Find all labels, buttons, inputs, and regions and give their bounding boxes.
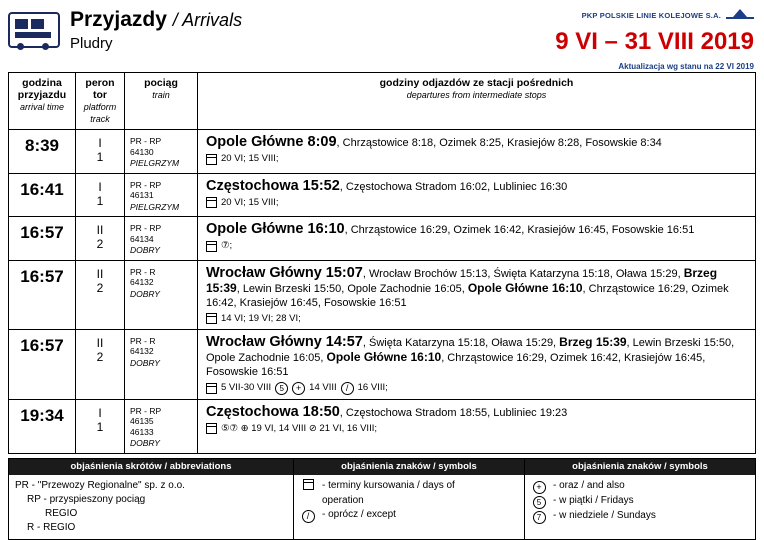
slash-icon: /	[341, 382, 354, 395]
train-number: 64130	[130, 146, 154, 157]
train-info	[125, 260, 198, 329]
track: 2	[96, 349, 104, 364]
legend-line: RP - przyspieszony pociąg	[27, 493, 146, 505]
table-row	[9, 217, 756, 261]
platform-track	[76, 130, 125, 174]
intermediate-stops: Święta Katarzyna 15:18, Oława 15:29, Brzeg 15:39, Lewin Brzeski 15:50, Opole Zachodnie 16:05, Opole Główne 16:10, Chrząstowice 16:29, Ozimek 16:42, Krasiejów 16:45, Fosowskie 16:51	[206, 334, 735, 378]
arrival-time: 8:39	[9, 130, 76, 174]
running-days-except: 16 VIII;	[357, 382, 388, 393]
poster-header	[8, 6, 756, 70]
running-days-text: 20 VI; 15 VIII;	[221, 153, 279, 164]
legend-symbols-1	[294, 458, 525, 540]
page-title	[70, 6, 242, 32]
update-note: Aktualizacja wg stanu na 22 VI 2019	[618, 62, 754, 71]
arrival-time: 16:57	[9, 329, 76, 399]
timetable	[8, 72, 756, 454]
running-days-text: 20 VI; 15 VIII;	[221, 196, 279, 208]
route-cell: Częstochowa 18:50, Częstochowa Stradom 18:55, Lubliniec 19:23 ⑤⑦ ⊕ 19 VI, 14 VIII ⊘ 21 VI, 16 VIII;	[198, 399, 756, 453]
origin-station: Częstochowa 18:50	[206, 403, 340, 420]
plus-icon: +	[292, 382, 305, 395]
validity-period: 9 VI – 31 VIII 2019	[555, 28, 754, 55]
train-info	[125, 173, 198, 217]
col-intermediate-stops-en: departures from intermediate stops	[406, 90, 547, 100]
table-row	[9, 399, 756, 453]
platform: II	[96, 266, 104, 281]
train-name: DOBRY	[130, 288, 160, 299]
calendar-icon	[206, 423, 217, 434]
legend-title: objaśnienia znaków / symbols	[294, 459, 524, 475]
track: 1	[96, 193, 104, 208]
route-cell: Wrocław Główny 15:07, Wrocław Brochów 15:13, Święta Katarzyna 15:18, Oława 15:29, Brzeg 15:39, Lewin Brzeski 15:50, Opole Zachodnie 16:05, Opole Główne 16:10, Chrząstowice 16:29, Ozimek 16:42, Krasiejów 16:45, Fosowskie 16:51 14 VI; 19 VI; 28 VI;	[198, 260, 756, 329]
legend-line: PR - "Przewozy Regionalne" sp. z o.o.	[15, 479, 185, 491]
platform: I	[98, 405, 102, 420]
running-days	[206, 153, 749, 165]
running-days	[206, 423, 749, 435]
circle-7-icon: 7	[531, 509, 547, 524]
calendar-icon	[206, 383, 217, 394]
col-platform-track-pl: peron tor	[85, 77, 115, 101]
running-days	[206, 382, 749, 395]
train-name: PIELGRZYM	[130, 158, 180, 168]
train-info	[125, 329, 198, 399]
platform-track	[76, 260, 125, 329]
origin-station: Opole Główne 16:10	[206, 221, 345, 237]
col-train	[125, 73, 198, 130]
calendar-icon	[300, 479, 316, 494]
track: 2	[96, 237, 104, 251]
col-arrival-time	[9, 73, 76, 130]
legend-line	[531, 479, 749, 494]
legend-title: objaśnienia znaków / symbols	[525, 459, 755, 475]
arrival-time: 16:57	[9, 260, 76, 329]
legend-body	[294, 475, 524, 527]
running-days	[206, 197, 749, 209]
plus-icon: +	[531, 479, 547, 494]
legend-line: REGIO	[45, 507, 78, 519]
train-name: DOBRY	[130, 245, 160, 255]
legend-line	[300, 508, 518, 523]
legend-line	[531, 494, 749, 509]
col-platform-track	[76, 73, 125, 130]
col-train-pl: pociąg	[144, 77, 178, 89]
table-row	[9, 173, 756, 217]
train-name: DOBRY	[130, 357, 160, 368]
train-name: DOBRY	[130, 438, 160, 448]
legend-line: R - REGIO	[27, 521, 76, 533]
train-carrier: PR - RP	[130, 179, 162, 190]
train-name: PIELGRZYM	[130, 201, 180, 212]
origin-station: Wrocław Główny 14:57	[206, 333, 363, 350]
intermediate-stops: Częstochowa Stradom 16:02, Lubliniec 16:30	[345, 180, 568, 193]
running-days-text: ⑦;	[221, 240, 233, 251]
calendar-icon	[206, 154, 217, 165]
train-carrier: PR - R	[130, 266, 156, 277]
calendar-icon	[206, 241, 217, 252]
running-days-text: 5 VII-30 VIII	[221, 382, 272, 393]
col-intermediate-stops-pl: godziny odjazdów ze stacji pośrednich	[379, 77, 574, 89]
train-info	[125, 130, 198, 174]
circle-5-icon: 5	[531, 494, 547, 509]
col-arrival-time-pl: godzina przyjazdu	[17, 77, 67, 101]
running-days	[206, 313, 749, 325]
legend-line-text: - oprócz / except	[322, 508, 396, 520]
arrival-time: 19:34	[9, 399, 76, 453]
platform-track	[76, 399, 125, 453]
track: 2	[96, 280, 104, 295]
train-number: 64134	[130, 233, 154, 244]
train-number: 46131	[130, 190, 154, 200]
running-days-text: 14 VI; 19 VI; 28 VI;	[221, 312, 301, 324]
col-platform-track-en: platform track	[83, 102, 117, 124]
legend-body	[9, 475, 293, 539]
page-title-en: / Arrivals	[172, 10, 243, 30]
legend-body	[525, 475, 755, 528]
train-number: 46135	[130, 416, 154, 426]
calendar-icon	[206, 313, 217, 324]
legend-line	[531, 509, 749, 524]
route-cell: Opole Główne 8:09, Chrząstowice 8:18, Ozimek 8:25, Krasiejów 8:28, Fosowskie 8:34 20 VI; 15 VIII;	[198, 130, 756, 174]
running-days	[206, 240, 749, 252]
intermediate-stops: Częstochowa Stradom 18:55, Lubliniec 19:23	[345, 406, 568, 419]
train-info	[125, 399, 198, 453]
table-row	[9, 329, 756, 399]
col-arrival-time-en: arrival time	[19, 102, 64, 112]
legend-abbreviations	[8, 458, 294, 540]
route-cell: Wrocław Główny 14:57, Święta Katarzyna 15:18, Oława 15:29, Brzeg 15:39, Lewin Brzeski 15:50, Opole Zachodnie 16:05, Opole Główne 16:10, Chrząstowice 16:29, Ozimek 16:42, Krasiejów 16:45, Fosowskie 16:51 5 VII-30 VIII 5 + 14 VIII / 16 VIII;	[198, 329, 756, 399]
arrival-time: 16:41	[9, 173, 76, 217]
legend-line	[300, 494, 518, 508]
plk-logo-icon	[726, 8, 754, 22]
operator-label: PKP POLSKIE LINIE KOLEJOWE S.A.	[581, 10, 721, 20]
train-carrier: PR - RP	[130, 223, 162, 233]
legend-title: objaśnienia skrótów / abbreviations	[9, 459, 293, 475]
station-name: Pludry	[70, 35, 113, 52]
origin-station: Wrocław Główny 15:07	[206, 264, 363, 281]
legend-area	[8, 458, 756, 540]
legend-symbols-2	[525, 458, 756, 540]
title-block	[70, 6, 242, 54]
track: 1	[96, 150, 104, 164]
calendar-icon	[206, 197, 217, 208]
origin-station: Opole Główne 8:09	[206, 134, 337, 150]
operator-logo	[555, 8, 754, 22]
route-cell: Częstochowa 15:52, Częstochowa Stradom 16:02, Lubliniec 16:30 20 VI; 15 VIII;	[198, 173, 756, 217]
train-icon	[8, 12, 60, 48]
running-days-extra: 14 VIII	[309, 382, 337, 393]
platform-track	[76, 173, 125, 217]
platform: I	[98, 179, 102, 194]
legend-line	[300, 479, 518, 494]
train-carrier: PR - R	[130, 335, 156, 346]
platform: II	[96, 335, 104, 350]
col-train-en: train	[152, 90, 170, 100]
train-number: 64132	[130, 277, 154, 287]
train-info	[125, 217, 198, 261]
origin-station: Częstochowa 15:52	[206, 177, 340, 194]
route-cell: Opole Główne 16:10, Chrząstowice 16:29, Ozimek 16:42, Krasiejów 16:45, Fosowskie 16:51 ⑦;	[198, 217, 756, 261]
train-number-alt: 46133	[130, 426, 154, 437]
intermediate-stops: Chrząstowice 16:29, Ozimek 16:42, Krasiejów 16:45, Fosowskie 16:51	[350, 224, 695, 236]
platform-track	[76, 217, 125, 261]
header-right	[555, 6, 756, 71]
table-row	[9, 260, 756, 329]
table-header-row	[9, 73, 756, 130]
platform: II	[96, 223, 104, 237]
train-number: 64132	[130, 346, 154, 356]
platform-track	[76, 329, 125, 399]
legend-line-text: - w niedziele / Sundays	[553, 509, 656, 521]
train-carrier: PR - RP	[130, 405, 162, 416]
intermediate-stops: Chrząstowice 8:18, Ozimek 8:25, Krasiejów 8:28, Fosowskie 8:34	[342, 137, 662, 149]
legend-line-text: - w piątki / Fridays	[553, 494, 634, 506]
page-title-pl: Przyjazdy	[70, 8, 167, 31]
legend-line-text: operation	[322, 494, 364, 506]
legend-line-text: - terminy kursowania / days of	[322, 479, 455, 491]
running-days-text: ⑤⑦ ⊕ 19 VI, 14 VIII ⊘ 21 VI, 16 VIII;	[221, 422, 377, 434]
legend-line-text: - oraz / and also	[553, 479, 625, 491]
track: 1	[96, 419, 104, 434]
train-carrier: PR - RP	[130, 136, 162, 146]
intermediate-stops: Wrocław Brochów 15:13, Święta Katarzyna 15:18, Oława 15:29, Brzeg 15:39, Lewin Brzeski 15:50, Opole Zachodnie 16:05, Opole Główne 16:10, Chrząstowice 16:29, Ozimek 16:42, Krasiejów 16:45, Fosowskie 16:51	[206, 265, 729, 309]
table-row	[9, 130, 756, 174]
slash-icon: /	[300, 508, 316, 523]
platform: I	[98, 136, 102, 150]
circle-5-icon: 5	[275, 382, 288, 395]
col-intermediate-stops	[198, 73, 756, 130]
arrival-time: 16:57	[9, 217, 76, 261]
